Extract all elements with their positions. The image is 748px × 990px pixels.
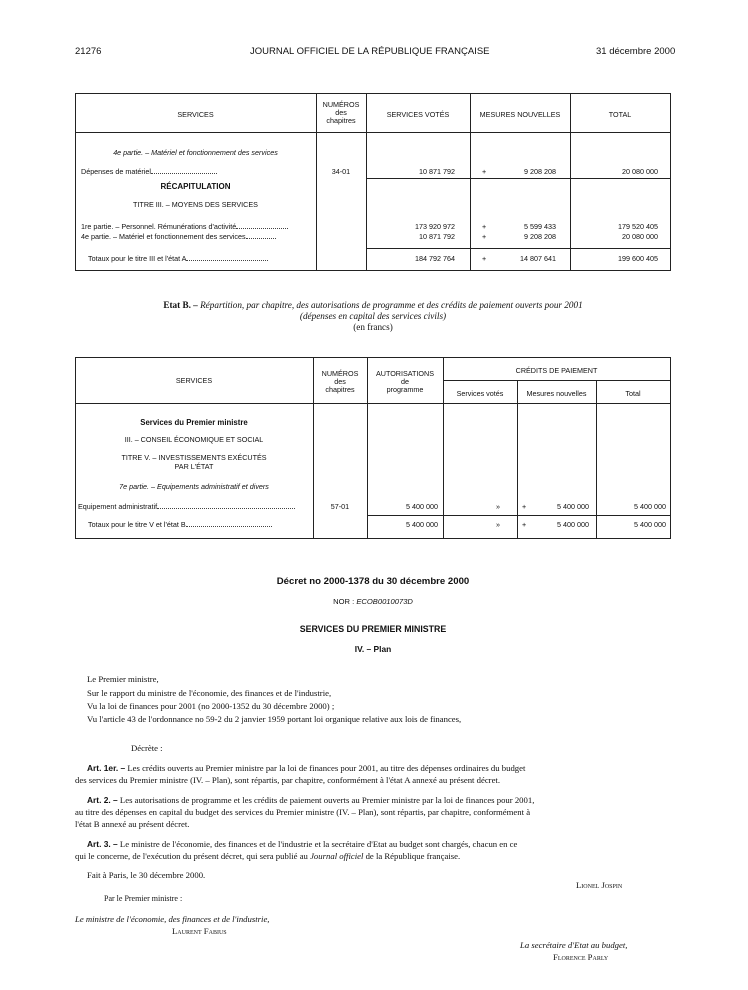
col-numeros: NUMÉROS des chapitres	[322, 100, 360, 125]
decree-nor: NOR : ECOB0010073D	[333, 597, 413, 606]
recap-row-1-total: 179 520 405	[618, 222, 658, 231]
col-services: SERVICES	[177, 110, 214, 119]
art1-line2: des services du Premier ministre (IV. – Plan), sont répartis, par chapitre, conformément à l'état A annexé au présent décret.	[75, 775, 501, 785]
totals-b-mesures: 5 400 000	[557, 520, 589, 529]
col2-numeros: NUMÉROS des chapitres	[321, 369, 359, 394]
equip-total: 5 400 000	[634, 502, 666, 511]
equip-chapitre: 57-01	[330, 502, 350, 511]
part4-heading: 4e partie. – Matériel et fonctionnement des services	[113, 148, 278, 157]
recap-row-2-label: 4e partie. – Matériel et fonctionnement des services	[81, 232, 276, 241]
art3-line1: Art. 3. – Le ministre de l'économie, des finances et de l'industrie et la secrétaire d'Etat au budget sont chargés, chacun en ce	[87, 839, 518, 849]
recap-row-2-total: 20 080 000	[622, 232, 658, 241]
equip-autorisations: 5 400 000	[406, 502, 438, 511]
signer-jospin: Lionel Jospin	[576, 880, 623, 890]
secretaire-title: La secrétaire d'Etat au budget,	[520, 940, 628, 950]
col-votes: SERVICES VOTÉS	[386, 110, 450, 119]
equip-votes: »	[496, 502, 500, 511]
totals-b-sign: +	[522, 520, 527, 529]
ministre-title: Le ministre de l'économie, des finances et de l'industrie,	[75, 914, 270, 924]
col2-services: SERVICES	[175, 376, 213, 385]
recap-row-2-votes: 10 871 792	[419, 232, 455, 241]
totals-b-total: 5 400 000	[634, 520, 666, 529]
depenses-votes: 10 871 792	[419, 167, 455, 176]
equip-sign: +	[522, 502, 527, 511]
depenses-sign: +	[482, 167, 487, 176]
secretaire-name: Florence Parly	[553, 952, 609, 962]
ministre-name: Laurent Fabius	[172, 926, 227, 936]
decree-p1: Le Premier ministre,	[87, 674, 159, 684]
titre-v-heading: TITRE V. – INVESTISSEMENTS EXÉCUTÉS PAR L'ÉTAT	[121, 453, 267, 471]
equip-label: Equipement administratif	[78, 502, 295, 511]
totals-b-autorisations: 5 400 000	[406, 520, 438, 529]
recap-row-2-sign: +	[482, 232, 487, 241]
recap-row-2-mesures: 9 208 208	[524, 232, 556, 241]
totals-b-label: Totaux pour le titre V et l'état B	[88, 520, 272, 529]
recap-row-1-votes: 173 920 972	[415, 222, 455, 231]
col2-mesures: Mesures nouvelles	[526, 389, 587, 398]
art2-line3: l'état B annexé au présent décret.	[75, 819, 190, 829]
recap-row-1-sign: +	[482, 222, 487, 231]
col-mesures: MESURES NOUVELLES	[479, 110, 561, 119]
premier-ministre-heading: Services du Premier ministre	[140, 418, 248, 427]
art3-line2: qui le concerne, de l'exécution du présent décret, qui sera publié au Journal officiel de la République française.	[75, 851, 461, 861]
col2-autorisations: AUTORISATIONS de programme	[375, 369, 435, 394]
depenses-chapitre: 34-01	[331, 167, 351, 176]
titre-iii-heading: TITRE III. – MOYENS DES SERVICES	[133, 200, 258, 209]
decree-p3: Vu la loi de finances pour 2001 (no 2000-1352 du 30 décembre 2000) ;	[87, 701, 335, 711]
totals-b-votes: »	[496, 520, 500, 529]
totals-a-label: Totaux pour le titre III et l'état A	[88, 254, 268, 263]
decree-done: Fait à Paris, le 30 décembre 2000.	[87, 870, 206, 880]
decree-subservice: IV. – Plan	[354, 644, 392, 654]
recap-row-1-mesures: 5 599 433	[524, 222, 556, 231]
par-premier-ministre: Par le Premier ministre :	[104, 894, 183, 903]
totals-a-mesures: 14 807 641	[520, 254, 556, 263]
col-total: TOTAL	[608, 110, 632, 119]
depenses-total: 20 080 000	[622, 167, 658, 176]
page-number: 21276	[75, 46, 102, 57]
recap-row-1-label: 1re partie. – Personnel. Rémunérations d'activité	[81, 222, 288, 231]
etat-b-title: Etat B. – Répartition, par chapitre, des autorisations de programme et des crédits de paiement ouverts pour 2001 (dépenses en capital des services civils) (en francs)	[163, 300, 583, 332]
col2-credits: CRÉDITS DE PAIEMENT	[515, 366, 598, 375]
art2-line2: au titre des dépenses en capital du budget des services du Premier ministre (IV. – Plan), sont répartis, par chapitre, conformément à	[75, 807, 531, 817]
equip-mesures: 5 400 000	[557, 502, 589, 511]
depenses-label: Dépenses de matériel	[81, 167, 217, 176]
totals-a-sign: +	[482, 254, 487, 263]
totals-a-votes: 184 792 764	[415, 254, 455, 263]
decree-p2: Sur le rapport du ministre de l'économie, des finances et de l'industrie,	[87, 688, 332, 698]
part7-heading: 7e partie. – Equipements administratif et divers	[119, 482, 269, 491]
col2-total: Total	[625, 389, 641, 398]
decree-decrete: Décrète :	[131, 743, 163, 753]
issue-date: 31 décembre 2000	[596, 46, 676, 57]
decree-p4: Vu l'article 43 de l'ordonnance no 59-2 du 2 janvier 1959 portant loi organique relative aux lois de finances,	[87, 714, 462, 724]
recap-heading: RÉCAPITULATION	[160, 182, 231, 191]
col2-votes: Services votés	[456, 389, 504, 398]
decree-service: SERVICES DU PREMIER MINISTRE	[299, 624, 447, 634]
art1-line1: Art. 1er. – Les crédits ouverts au Premier ministre par la loi de finances pour 2001, au titre des dépenses ordinaires du budget	[87, 763, 526, 773]
decree-title: Décret no 2000-1378 du 30 décembre 2000	[276, 576, 470, 587]
depenses-mesures: 9 208 208	[524, 167, 556, 176]
totals-a-total: 199 600 405	[618, 254, 658, 263]
journal-title: JOURNAL OFFICIEL DE LA RÉPUBLIQUE FRANÇAISE	[250, 46, 490, 57]
conseil-heading: III. – CONSEIL ÉCONOMIQUE ET SOCIAL	[124, 435, 264, 444]
art2-line1: Art. 2. – Les autorisations de programme et les crédits de paiement ouverts au Premier ministre par la loi de finances pour 2001,	[87, 795, 535, 805]
